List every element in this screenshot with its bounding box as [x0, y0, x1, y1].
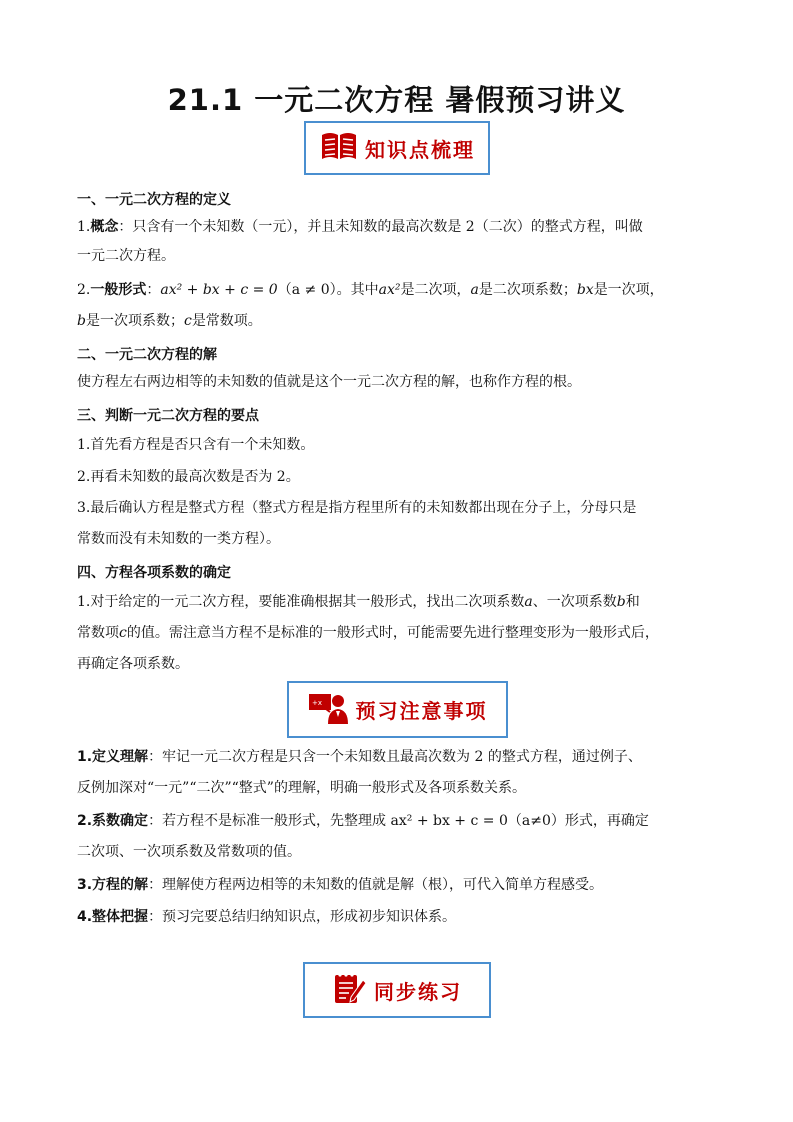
general-form-label: 一般形式: [90, 282, 147, 298]
definition-line-2: 一元二次方程。: [77, 248, 175, 264]
general-form-text: 是一次项系数；: [85, 313, 184, 329]
note-4-label: 4.整体把握: [77, 909, 149, 925]
general-form-text: 是常数项。: [191, 313, 262, 329]
coefficients-text: 、一次项系数: [532, 594, 617, 610]
general-form-number: 2.: [77, 282, 91, 298]
book-icon: [319, 129, 359, 167]
general-form-formula: ax² + bx + c = 0: [160, 282, 278, 298]
general-form-line-1: [77, 281, 717, 299]
judge-item-1: 1.首先看方程是否只含有一个未知数。: [77, 437, 315, 453]
general-form-text: 是一次项，: [593, 282, 664, 298]
constant-c: c: [119, 625, 127, 641]
notes-badge-label: 预习注意事项: [355, 699, 488, 723]
coefficients-line-3: 再确定各项系数。: [77, 656, 189, 672]
general-form-line-2: [77, 312, 717, 330]
section-heading-judge: 三、判断一元二次方程的要点: [77, 408, 259, 424]
note-2-line-2: 二次项、一次项系数及常数项的值。: [77, 844, 301, 860]
practice-badge: [303, 962, 491, 1018]
coefficients-text: 的值。需注意当方程不是标准的一般形式时，可能需要先进行整理变形为一般形式后，: [126, 625, 659, 641]
note-2-label: 2.系数确定: [77, 813, 149, 829]
practice-badge-label: 同步练习: [374, 979, 462, 1004]
general-form-text: 是二次项，: [400, 282, 471, 298]
note-1-text: ：牢记一元二次方程是只含一个未知数且最高次数为 2 的整式方程，通过例子、: [148, 749, 642, 765]
judge-item-2: 2.再看未知数的最高次数是否为 2。: [77, 469, 300, 485]
note-2-text: ：若方程不是标准一般形式，先整理成 ax² + bx + c = 0（a≠0）形式，再确定: [148, 813, 649, 829]
note-4-text: ：预习完要总结归纳知识点，形成初步知识体系。: [148, 909, 457, 925]
section-heading-solution: 二、一元二次方程的解: [77, 347, 217, 363]
note-4: [77, 908, 717, 926]
note-1-label: 1.定义理解: [77, 749, 149, 765]
knowledge-badge: [304, 121, 490, 175]
svg-text:+x: +x: [311, 698, 322, 707]
coefficient-a: a: [524, 594, 533, 610]
notes-badge: [287, 681, 508, 738]
linear-term: bx: [576, 282, 594, 298]
judge-item-3-cont: 常数而没有未知数的一类方程）。: [77, 531, 280, 547]
coefficients-text: 和: [625, 594, 640, 610]
solution-text: 使方程左右两边相等的未知数的值就是这个一元二次方程的解，也称作方程的根。: [77, 374, 581, 390]
judge-item-3: 3.最后确认方程是整式方程（整式方程是指方程里所有的未知数都出现在分子上，分母只是: [77, 500, 637, 516]
definition-line-1: [77, 218, 717, 236]
section-heading-definition: 一、一元二次方程的定义: [77, 192, 231, 208]
general-form-condition: （a ≠ 0）: [277, 282, 337, 298]
note-1-line-1: [77, 748, 717, 766]
teacher-icon: [308, 690, 350, 730]
definition-text: ：只含有一个未知数（一元），并且未知数的最高次数是 2（二次）的整式方程，叫做: [118, 219, 643, 235]
notepad-pencil-icon: [332, 970, 368, 1010]
coefficients-text: 1.对于给定的一元二次方程，要能准确根据其一般形式，找出二次项系数: [77, 594, 525, 610]
definition-number: 1.: [77, 219, 91, 235]
general-form-colon: ：: [146, 282, 161, 298]
coefficients-line-2: [77, 624, 717, 642]
coefficient-b: b: [616, 594, 626, 610]
note-2-line-1: [77, 812, 717, 830]
note-1-line-2: 反例加深对“一元”“二次”“整式”的理解，明确一般形式及各项系数关系。: [77, 780, 526, 796]
general-form-text: 是二次项系数；: [478, 282, 577, 298]
knowledge-badge-label: 知识点梳理: [365, 137, 475, 162]
quadratic-term: ax²: [378, 282, 401, 298]
coefficient-a: a: [470, 282, 479, 298]
note-3-text: ：理解使方程两边相等的未知数的值就是解（根），可代入简单方程感受。: [148, 877, 604, 893]
coefficients-text: 常数项: [77, 625, 119, 641]
page-title: 21.1 一元二次方程 暑假预习讲义: [167, 83, 626, 117]
coefficient-b: b: [77, 313, 86, 329]
general-form-text: 。其中: [336, 282, 379, 298]
constant-c: c: [183, 313, 192, 329]
coefficients-line-1: [77, 593, 717, 611]
definition-label: 概念: [90, 219, 119, 235]
note-3: [77, 876, 717, 894]
section-heading-coefficients: 四、方程各项系数的确定: [77, 565, 231, 581]
note-3-label: 3.方程的解: [77, 877, 149, 893]
